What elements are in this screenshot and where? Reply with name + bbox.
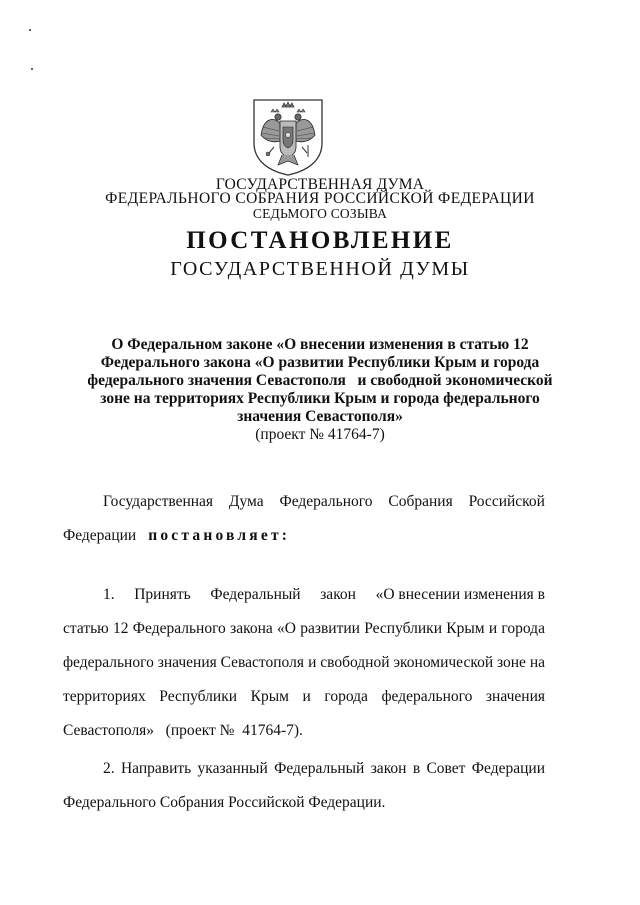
paragraph-line <box>63 612 545 646</box>
word: Федерального <box>279 493 373 510</box>
draft-number: (проект № 41764-7) <box>255 426 385 443</box>
subject-line: зоне на территориях Республики Крым и города федерального <box>100 390 540 407</box>
item-2-paragraph <box>63 752 545 820</box>
word: статью <box>63 620 109 637</box>
word: Федеральный <box>274 760 365 777</box>
word: Совет <box>426 760 466 777</box>
resolves-word: постановляет: <box>148 527 291 544</box>
word: федерального <box>381 688 473 705</box>
paragraph-line <box>63 485 545 519</box>
word: Федерации <box>471 760 545 777</box>
word: закона <box>230 620 273 637</box>
paragraph-line <box>63 714 545 748</box>
subject-line: федерального значения Севастополя и свободной экономической <box>87 372 553 389</box>
word: Принять <box>134 586 191 603</box>
paragraph-line <box>63 646 545 680</box>
word: Федеральный <box>210 586 301 603</box>
word: Федерального <box>132 620 226 637</box>
word: в <box>412 760 421 777</box>
paragraph-line <box>63 519 545 553</box>
paragraph-line <box>63 578 545 612</box>
item-1-paragraph <box>63 578 545 748</box>
word: закон <box>370 760 407 777</box>
paragraph-line <box>63 786 545 820</box>
word: Федерации <box>63 527 137 544</box>
subject-line: значения Севастополя» <box>237 408 403 425</box>
word: 12 <box>113 620 129 637</box>
preamble-paragraph <box>63 485 545 553</box>
item-number: 2. <box>103 760 115 777</box>
word: Республики <box>364 620 442 637</box>
phrase: и свободной экономической зоне на <box>308 654 545 671</box>
word: Дума <box>228 493 264 510</box>
word: значения <box>485 688 545 705</box>
paragraph-line <box>63 680 545 714</box>
word: Российской <box>468 493 545 510</box>
org-name-line: ФЕДЕРАЛЬНОГО СОБРАНИЯ РОССИЙСКОЙ ФЕДЕРАЦИИ <box>105 190 535 207</box>
word: развитии <box>300 620 360 637</box>
scan-speck <box>29 29 31 31</box>
phrase: Севастополя» (проект № 41764-7). <box>63 722 303 739</box>
subject-line: О Федеральном законе «О внесении изменения в статью 12 <box>111 336 529 353</box>
document-issuer-title: ГОСУДАРСТВЕННОЙ ДУМЫ <box>170 258 470 280</box>
word: Государственная <box>103 493 214 510</box>
word: Республики <box>159 688 238 705</box>
word: закон <box>320 586 356 603</box>
item-number: 1. <box>103 586 115 603</box>
org-name-line: ГОСУДАРСТВЕННАЯ ДУМА <box>215 176 425 193</box>
word: города <box>501 620 545 637</box>
word: «О <box>277 620 296 637</box>
phrase: Федерального Собрания Российской Федерации. <box>63 794 386 811</box>
phrase: федерального значения Севастополя <box>63 654 304 671</box>
paragraph-line <box>63 752 545 786</box>
russian-coat-of-arms-icon <box>251 97 325 177</box>
word: Крым <box>250 688 289 705</box>
convocation-line: СЕДЬМОГО СОЗЫВА <box>252 206 388 221</box>
scan-speck <box>31 68 33 70</box>
subject-line: Федерального закона «О развитии Республики Крым и города <box>100 354 540 371</box>
word: «О внесении изменения в <box>375 586 545 603</box>
word: Крым <box>446 620 485 637</box>
word: Направить <box>120 760 192 777</box>
word: указанный <box>197 760 268 777</box>
document-subject <box>70 336 570 426</box>
word: и <box>488 620 498 637</box>
word: и <box>302 688 311 705</box>
document-type-title: ПОСТАНОВЛЕНИЕ <box>186 227 454 254</box>
word: территориях <box>63 688 146 705</box>
word: Собрания <box>388 493 453 510</box>
word: города <box>324 688 368 705</box>
